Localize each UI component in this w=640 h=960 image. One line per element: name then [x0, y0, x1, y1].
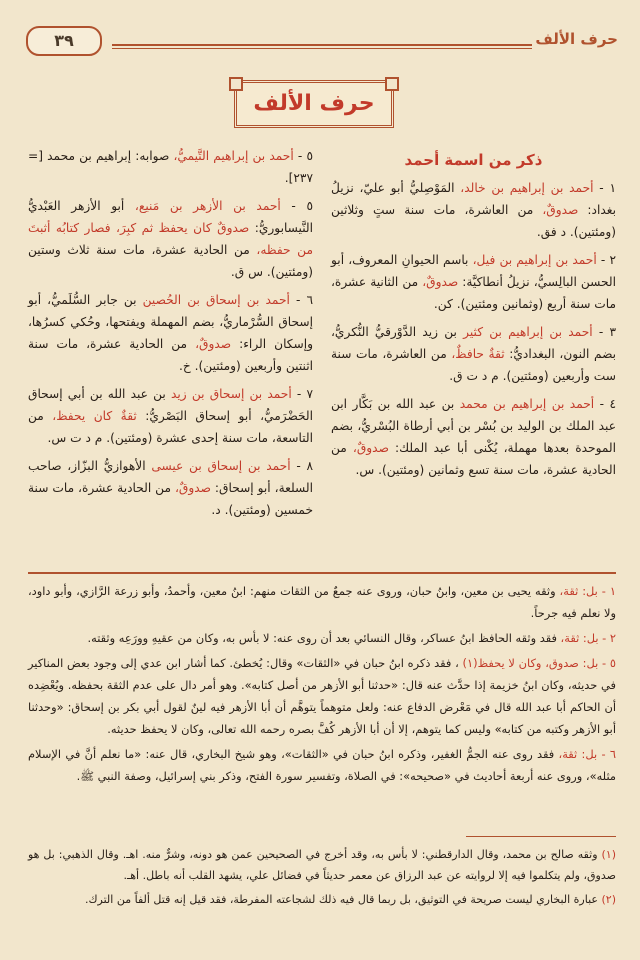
page-number: ٣٩: [26, 26, 102, 56]
entry-tail: من العاشرة، مات سنة ست وأربعين (ومئتين). م د ت ق.: [331, 347, 616, 383]
entry-name: أحمد بن إبراهيم بن خالد،: [460, 181, 594, 195]
entry: [28, 289, 313, 377]
entry-grade: صدوقٌ كان يحفظ ثم كبِرَ، فصار كتابُه أثبتَ من حفظه،: [28, 221, 313, 257]
entry-name: أحمد بن إبراهيم بن فيل،: [472, 253, 597, 267]
commentary-lead: ١ - بل:: [582, 584, 616, 598]
entry-text: صوابه: إبراهيم بن محمد [= ٢٣٧].: [28, 149, 313, 185]
commentary-grade: ثقة،: [559, 584, 579, 598]
section-subhead: ذكر من اسمة أحمد: [404, 151, 543, 169]
entry: [331, 393, 616, 481]
entry-name: أحمد بن إبراهيم بن محمد: [459, 397, 595, 411]
entry-number: ٨ -: [296, 459, 314, 473]
entry: [28, 195, 313, 283]
footnote-marker: (١): [462, 656, 478, 670]
commentary-text: وثقه يحيى بن معين، وابنُ حبان، وروى عنه جمعٌ من الثقات منهم: ابنُ معين، وأحمدُ، وأبو زرعة الرَّازي، وأبو داود، ولا نعلم فيه جرحاً.: [28, 584, 616, 620]
commentary-item: [28, 627, 616, 649]
entry-name: أحمد بن الأزهر بن مَنيع،: [134, 199, 281, 213]
left-column: [28, 145, 313, 527]
entry-tail: من الحادية عشرة، مات سنة ثلاث وستين (ومئتين). س ق.: [28, 243, 313, 279]
entry-grade: صدوقٌ،: [542, 203, 579, 217]
entry-grade: صدوقٌ،: [422, 275, 459, 289]
entry: [331, 321, 616, 387]
entry-number: ٦ -: [295, 293, 314, 307]
entry-tail: من التاسعة، مات سنة إحدى عشرة (ومئتين). م د ت س.: [28, 409, 313, 445]
commentary-text: فقد وثقه الحافظ ابنُ عساكر، وقال النسائي بعد أن روى عنه: لا بأس به، وكان من عقيهِ وورَعِه وثقته.: [87, 631, 557, 645]
commentary-item: [28, 652, 616, 740]
footnote-separator: [466, 836, 616, 837]
header-rule-thin: [112, 48, 532, 49]
entry: [331, 177, 616, 243]
commentary-lead: ٦ - بل:: [581, 747, 616, 761]
entry-name: أحمد بن إسحاق بن زيد: [171, 387, 292, 401]
entry-tail: من الثانية عشرة، مات سنة أربع (وثمانين ومئتين). كن.: [331, 275, 616, 311]
commentary-grade: صدوق، وكان لا يحفظ: [477, 656, 579, 670]
entry-name: أحمد بن إبراهيم التَّيميُّ،: [173, 149, 294, 163]
entry-text: الأهوازيُّ البزّاز، صاحب السلعة، أبو إسحاق:: [28, 459, 313, 495]
commentary-text: فقد روى عنه الجمُّ الغفير، وذكره ابنُ حبان في «الثقات»، وهو شيخ البخاري، قال عنه: «ما نعلم أنَّ في الإسلام مثله»، وروى عنه أربعة أحاديث في «صحيحه»: في الصلاة، وتفسير سورة الفتح، وذكر بني إسرائيل، وصفة النبي ﷺ.: [28, 747, 616, 783]
entry-grade: ثقةٌ حافظٌ،: [451, 347, 505, 361]
entry-text: بن عبد الله بن أبي إسحاق الحَضْرَميُّ، أبو إسحاق البَصْريُّ:: [28, 387, 313, 423]
entry-text: بن زيد الدَّوْرقيُّ النُّكريُّ، بضم النون، البغداديُّ:: [331, 325, 617, 361]
entry-grade: ثقةٌ كان يحفظ،: [52, 409, 137, 423]
commentary-item: [28, 580, 616, 624]
entry-name: أحمد بن إبراهيم بن كثير: [463, 325, 593, 339]
entry-text: بن عبد الله بن بَكَّار ابن عبد الملك بن الوليد بن بُسْر بن أبي أرطاة البُسْريُّ، بضم الموحدة بعدها مهملة، يُكْنى أبا عبد الملك:: [331, 397, 617, 455]
entry-name: أحمد بن إسحاق بن عيسى: [151, 459, 291, 473]
entry-number: ٥ -: [297, 149, 314, 163]
footnote: [28, 889, 616, 910]
entry-name: أحمد بن إسحاق بن الحُصين: [142, 293, 290, 307]
entry-tail: من الحادية عشرة، مات سنة اثنتين وأربعين (ومئتين). خ.: [28, 337, 313, 373]
entry-grade: صدوقٌ،: [352, 441, 389, 455]
entry: [28, 455, 313, 521]
entry-grade: صدوقٌ،: [174, 481, 211, 495]
footnotes-block: [28, 844, 616, 913]
entry-number: ١ -: [599, 181, 616, 195]
entry-number: ٧ -: [296, 387, 314, 401]
footnote: [28, 844, 616, 886]
entry-number: ٣ -: [598, 325, 617, 339]
commentary-grade: ثقة،: [558, 747, 578, 761]
footnote-number: (١): [601, 848, 617, 861]
entry-text: المَوْصِليُّ أبو عليّ، نزيلُ بغداد:: [331, 181, 617, 217]
entry-tail: من العاشرة، مات سنة ستٍ وثلاثين (ومئتين). د فق.: [331, 203, 616, 239]
entry: [28, 383, 313, 449]
commentary-text: ، فقد ذكره ابنُ حبان في «الثقات» وقال: يُخطئ. كما أشار ابن عدي إلى وجود بعض المناكير في حديثه، وكان ابنُ خزيمة إذا حدَّث عنه قال: «حدثنا أبو الأزهر من أصل كتابه». وهو أمر دال على عدم الثقة بحفظه. ويُعْضِده أن الحاكم أبا عبد الله قال في مَعْرض الدفاع عنه: ولعل متوهماً يتوهَّم أن أبا الأزهر فيه لينٌ لقول أبي بكر بن إسحاق: «وحدثنا أبو الأزهر وكتبه من كتابه» وليس كما يتوهم، إلا أن أبا الأزهر كُفَّ بصره رحمه الله تعالى، وكان لا يحفظ حديثه.: [28, 656, 616, 736]
right-column: [331, 145, 616, 487]
entry-tail: من الحادية عشرة، مات سنة تسع وثمانين (ومئتين). س.: [331, 441, 616, 477]
footnote-text: وثقه صالح بن محمد، وقال الدارقطني: لا بأس به، وقد أخرج في الصحيحين عمن هو دونه، وشرٌّ منه. اهـ. وقال الذهبي: بل هو صدوق، ولم يتكلموا فيه إلا لروايته عن عبد الرزاق عن معمر حديثاً في فضائل علي، يشهد القلب أنه باطل. أهـ.: [28, 848, 616, 882]
commentary-grade: ثقة،: [560, 631, 580, 645]
page-header: [26, 24, 618, 56]
footnote-number: (٢): [601, 893, 616, 906]
entry-grade: صدوقٌ،: [195, 337, 232, 351]
entry-number: ٥ -: [291, 199, 313, 213]
commentary-lead: ٢ - بل:: [582, 631, 616, 645]
commentary-item: [28, 743, 616, 787]
header-rule: [112, 44, 532, 46]
entry-text: باسم الحيوانِ المعروف، أبو الحسن البالِسيُّ، نزيلُ أنطاكيَّة:: [331, 253, 617, 289]
footnote-text: عبارة البخاري ليست صريحة في التوثيق، بل ربما قال فيه ذلك لشجاعته المفرطة، فقد قيل إنه قتل ألفاً من الترك.: [84, 893, 598, 906]
entry: [331, 249, 616, 315]
commentary-block: [28, 580, 616, 790]
running-title: حرف الألف: [535, 30, 618, 48]
entry-number: ٢ -: [600, 253, 617, 267]
entry-text: بن جابر السُّلَميُّ، أبو إسحاق السُّرْماريُّ، بضم المهملة ويفتحها، وحُكي كسرُها، وإسكان الراء:: [28, 293, 313, 351]
entry-text: أبو الأزهر العَبْديُّ النَّيسابوريُّ:: [28, 199, 314, 235]
chapter-title-box: [234, 80, 394, 128]
chapter-title: حرف الألف: [253, 91, 375, 116]
commentary-separator: [28, 572, 616, 574]
entry-number: ٤ -: [599, 397, 616, 411]
entry: [28, 145, 313, 189]
entry-tail: من الحادية عشرة، مات سنة خمسين (ومئتين). د.: [28, 481, 313, 517]
commentary-lead: ٥ - بل:: [582, 656, 617, 670]
